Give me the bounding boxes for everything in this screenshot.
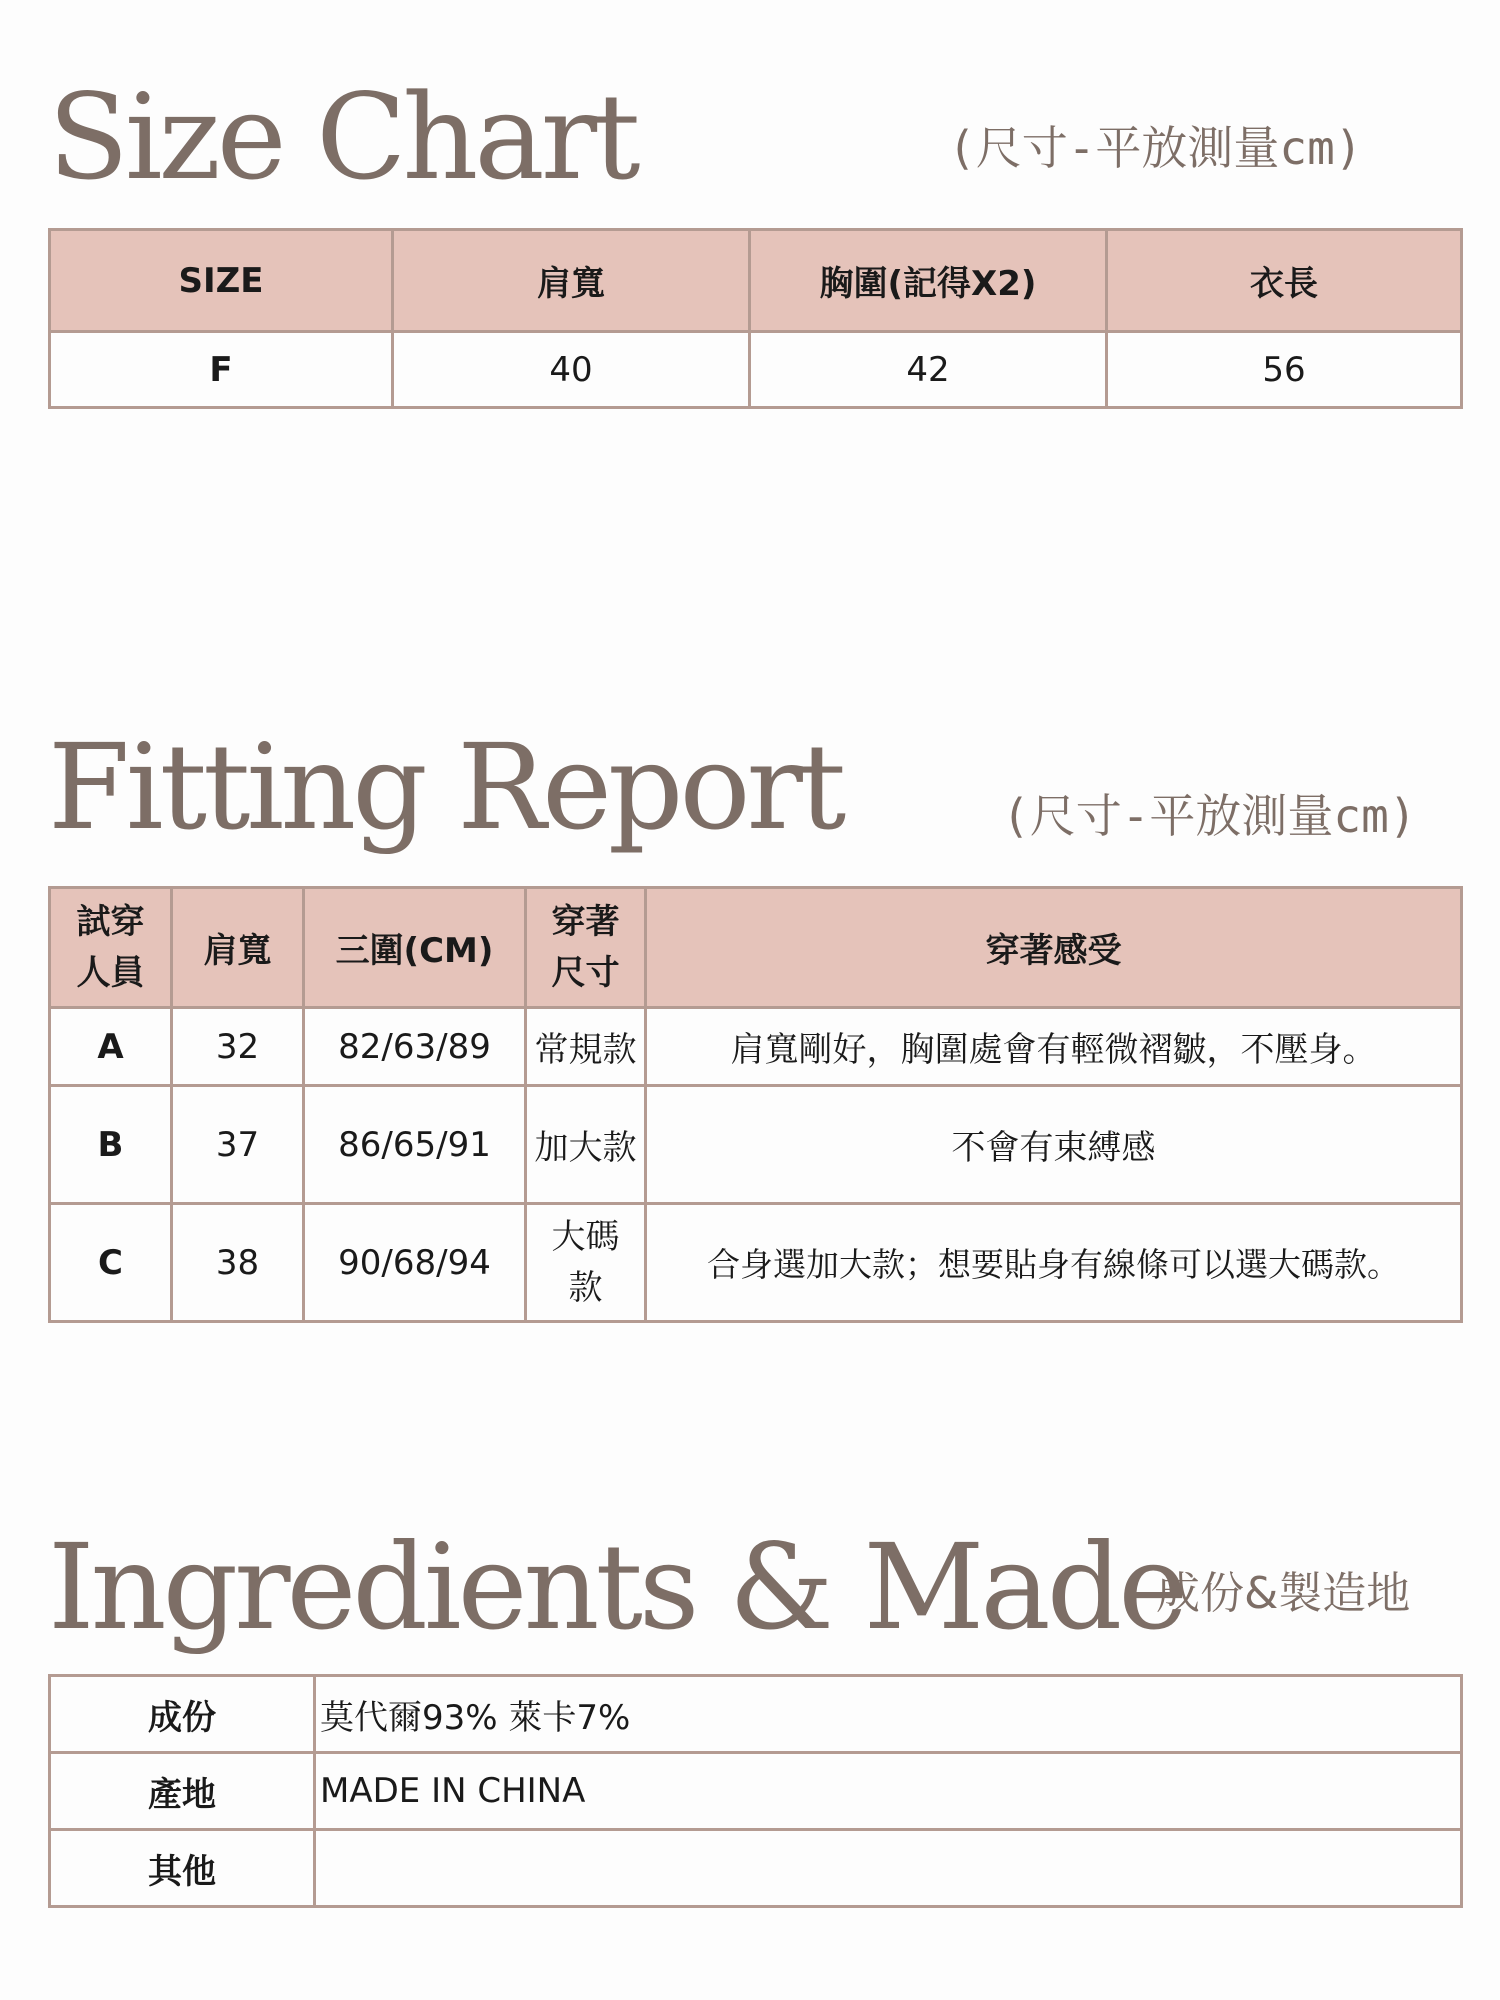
size-chart-table (48, 228, 1463, 409)
size-chart-header: 肩寬 (393, 230, 750, 332)
worn-size-label: 大碼款 (551, 1216, 620, 1308)
ingredients-title: Ingredients & Made (48, 1518, 1185, 1656)
chest-cell: 42 (750, 332, 1107, 408)
shoulder-cell: 38 (172, 1204, 304, 1322)
tester-cell: B (50, 1086, 172, 1204)
table-row (50, 1008, 1462, 1086)
fitting-report-title: Fitting Report (48, 718, 843, 856)
ingredient-value: MADE IN CHINA (315, 1753, 1462, 1830)
ingredient-label: 成份 (50, 1676, 315, 1753)
ingredient-label: 產地 (50, 1753, 315, 1830)
fitting-header (50, 888, 172, 1008)
shoulder-cell: 37 (172, 1086, 304, 1204)
table-row (50, 1086, 1462, 1204)
tester-cell: C (50, 1204, 172, 1322)
fitting-report-header-row (50, 888, 1462, 1008)
measurements-cell: 86/65/91 (304, 1086, 526, 1204)
fitting-report-table (48, 886, 1463, 1323)
feeling-cell: 合身選加大款；想要貼身有線條可以選大碼款。 (646, 1204, 1462, 1322)
shoulder-cell: 40 (393, 332, 750, 408)
fitting-header: 三圍(CM) (304, 888, 526, 1008)
fitting-report-note: (尺寸-平放測量cm) (1002, 789, 1417, 843)
ingredients-note: 成份&製造地 (1156, 1568, 1411, 1619)
worn-size-cell: 加大款 (526, 1086, 646, 1204)
size-chart-note: (尺寸-平放測量cm) (948, 121, 1363, 175)
table-row (50, 1830, 1462, 1907)
table-row (50, 1753, 1462, 1830)
size-chart-title: Size Chart (48, 68, 637, 206)
tester-header-label: 試穿人員 (76, 901, 145, 993)
ingredient-value (315, 1830, 1462, 1907)
table-row (50, 1676, 1462, 1753)
table-row (50, 332, 1462, 408)
size-chart-header: 衣長 (1107, 230, 1462, 332)
tester-cell: A (50, 1008, 172, 1086)
ingredient-value: 莫代爾93% 萊卡7% (315, 1676, 1462, 1753)
size-chart-header: SIZE (50, 230, 393, 332)
worn-size-cell (526, 1204, 646, 1322)
fitting-header: 穿著感受 (646, 888, 1462, 1008)
worn-size-header-label: 穿著尺寸 (551, 901, 620, 993)
size-chart-header-row (50, 230, 1462, 332)
size-cell: F (50, 332, 393, 408)
measurements-cell: 90/68/94 (304, 1204, 526, 1322)
shoulder-cell: 32 (172, 1008, 304, 1086)
worn-size-cell: 常規款 (526, 1008, 646, 1086)
ingredient-label: 其他 (50, 1830, 315, 1907)
length-cell: 56 (1107, 332, 1462, 408)
fitting-header (526, 888, 646, 1008)
measurements-cell: 82/63/89 (304, 1008, 526, 1086)
table-row (50, 1204, 1462, 1322)
feeling-cell: 不會有束縛感 (646, 1086, 1462, 1204)
size-chart-header: 胸圍(記得X2) (750, 230, 1107, 332)
fitting-header: 肩寬 (172, 888, 304, 1008)
ingredients-table (48, 1674, 1463, 1908)
feeling-cell: 肩寬剛好，胸圍處會有輕微褶皺，不壓身。 (646, 1008, 1462, 1086)
